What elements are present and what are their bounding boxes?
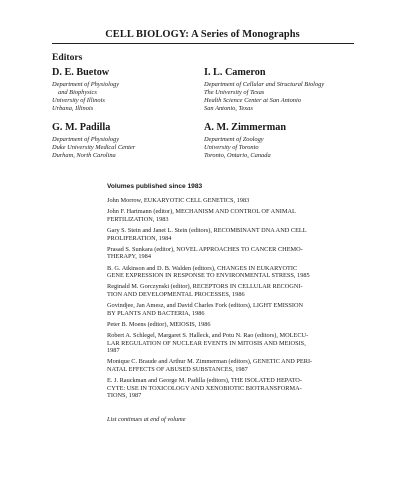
list-continues-note: List continues at end of volume bbox=[107, 416, 186, 423]
editor-affiliation-line: University of Illinois bbox=[52, 97, 105, 104]
editor-affiliation-line: Durham, North Carolina bbox=[52, 152, 116, 159]
volume-line: NATAL EFFECTS OF ABUSED SUBSTANCES, 1987 bbox=[107, 366, 248, 374]
volumes-heading: Volumes published since 1983 bbox=[107, 183, 203, 190]
volume-line: GENE EXPRESSION IN RESPONSE TO ENVIRONMENTAL STRESS, 1985 bbox=[107, 272, 310, 280]
volume-entry bbox=[107, 377, 357, 400]
editor-affiliation-line: Toronto, Ontario, Canada bbox=[204, 152, 271, 159]
volume-entry bbox=[107, 197, 357, 205]
editor-affiliation-line: and Biophysics bbox=[58, 89, 97, 96]
editor-affiliation-line: Department of Physiology bbox=[52, 136, 120, 143]
volume-entry bbox=[107, 332, 357, 355]
volume-line: TIONS, 1987 bbox=[107, 392, 142, 400]
editor-padilla bbox=[52, 122, 202, 160]
editor-affiliation-line: San Antonio, Texas bbox=[204, 105, 253, 112]
volume-entry bbox=[107, 208, 357, 223]
volume-line: LAR REGULATION OF NUCLEAR EVENTS IN MITOSIS AND MEIOSIS, bbox=[107, 339, 306, 347]
editor-name: A. M. Zimmerman bbox=[204, 122, 287, 133]
volume-line: Peter B. Moens (editor), MEIOSIS, 1986 bbox=[107, 320, 211, 328]
volume-line: Gary S. Stein and Janet L. Stein (editors), RECOMBINANT DNA AND CELL bbox=[107, 226, 307, 234]
volume-line: E. J. Rauckman and George M. Padilla (editors), THE ISOLATED HEPATO- bbox=[107, 377, 302, 385]
editor-name: D. E. Buetow bbox=[52, 67, 110, 78]
volume-entry bbox=[107, 246, 357, 261]
volume-line: BY PLANTS AND BACTERIA, 1986 bbox=[107, 309, 205, 317]
editor-name: I. L. Cameron bbox=[204, 67, 266, 78]
volume-line: FERTILIZATION, 1983 bbox=[107, 215, 169, 223]
volume-entry bbox=[107, 302, 357, 317]
editors-heading: Editors bbox=[52, 52, 83, 63]
editor-affiliation-line: Urbana, Illinois bbox=[52, 105, 94, 112]
editor-affiliation-line: Department of Zoology bbox=[204, 136, 264, 143]
volume-line: PROLIFERATION, 1984 bbox=[107, 234, 172, 242]
volume-line: Monique C. Braude and Arthur M. Zimmerman (editors), GENETIC AND PERI- bbox=[107, 358, 313, 366]
editor-affiliation-line: Duke University Medical Center bbox=[52, 144, 136, 151]
volume-line: John F. Hartmann (editor), MECHANISM AND CONTROL OF ANIMAL bbox=[107, 208, 296, 216]
editor-affiliation-line: Department of Physiology bbox=[52, 81, 120, 88]
editor-affiliation-line: Department of Cellular and Structural Biology bbox=[204, 81, 325, 88]
volume-entry bbox=[107, 227, 357, 242]
volume-entry bbox=[107, 283, 357, 298]
editor-name: G. M. Padilla bbox=[52, 122, 111, 133]
volumes-list bbox=[107, 197, 357, 404]
volume-line: Reginald M. Gorczynski (editor), RECEPTORS IN CELLULAR RECOGNI- bbox=[107, 283, 303, 291]
volume-entry bbox=[107, 321, 357, 329]
editor-affiliation-line: The University of Texas bbox=[204, 89, 265, 96]
editor-affiliation-line: Health Science Center at San Antonio bbox=[204, 97, 301, 104]
volume-line: 1987 bbox=[107, 347, 120, 355]
volume-line: TION AND DEVELOPMENTAL PROCESSES, 1986 bbox=[107, 290, 245, 298]
volume-line: John Morrow, EUKARYOTIC CELL GENETICS, 1983 bbox=[107, 197, 250, 204]
editor-zimmerman bbox=[204, 122, 354, 160]
volume-line: Govindjee, Jan Amesz, and David Charles Fork (editors), LIGHT EMISSION bbox=[107, 302, 304, 310]
volume-entry bbox=[107, 358, 357, 373]
series-title: CELL BIOLOGY: A Series of Monographs bbox=[105, 29, 300, 40]
volume-entry bbox=[107, 265, 357, 280]
editor-buetow bbox=[52, 67, 202, 113]
title-rule bbox=[52, 43, 354, 44]
volume-line: THERAPY, 1984 bbox=[107, 253, 151, 261]
volume-line: CYTE: USE IN TOXICOLOGY AND XENOBIOTIC BIOTRANSFORMA- bbox=[107, 384, 302, 392]
volume-line: Robert A. Schlegel, Margaret S. Halleck, and Potu N. Rao (editors), MOLECU- bbox=[107, 332, 309, 340]
volume-line: Prasad S. Sunkara (editor), NOVEL APPROACHES TO CANCER CHEMO- bbox=[107, 245, 303, 253]
volume-line: B. G. Atkinson and D. B. Walden (editors), CHANGES IN EUKARYOTIC bbox=[107, 264, 298, 272]
editor-cameron bbox=[204, 67, 354, 113]
editor-affiliation-line: University of Toronto bbox=[204, 144, 259, 151]
